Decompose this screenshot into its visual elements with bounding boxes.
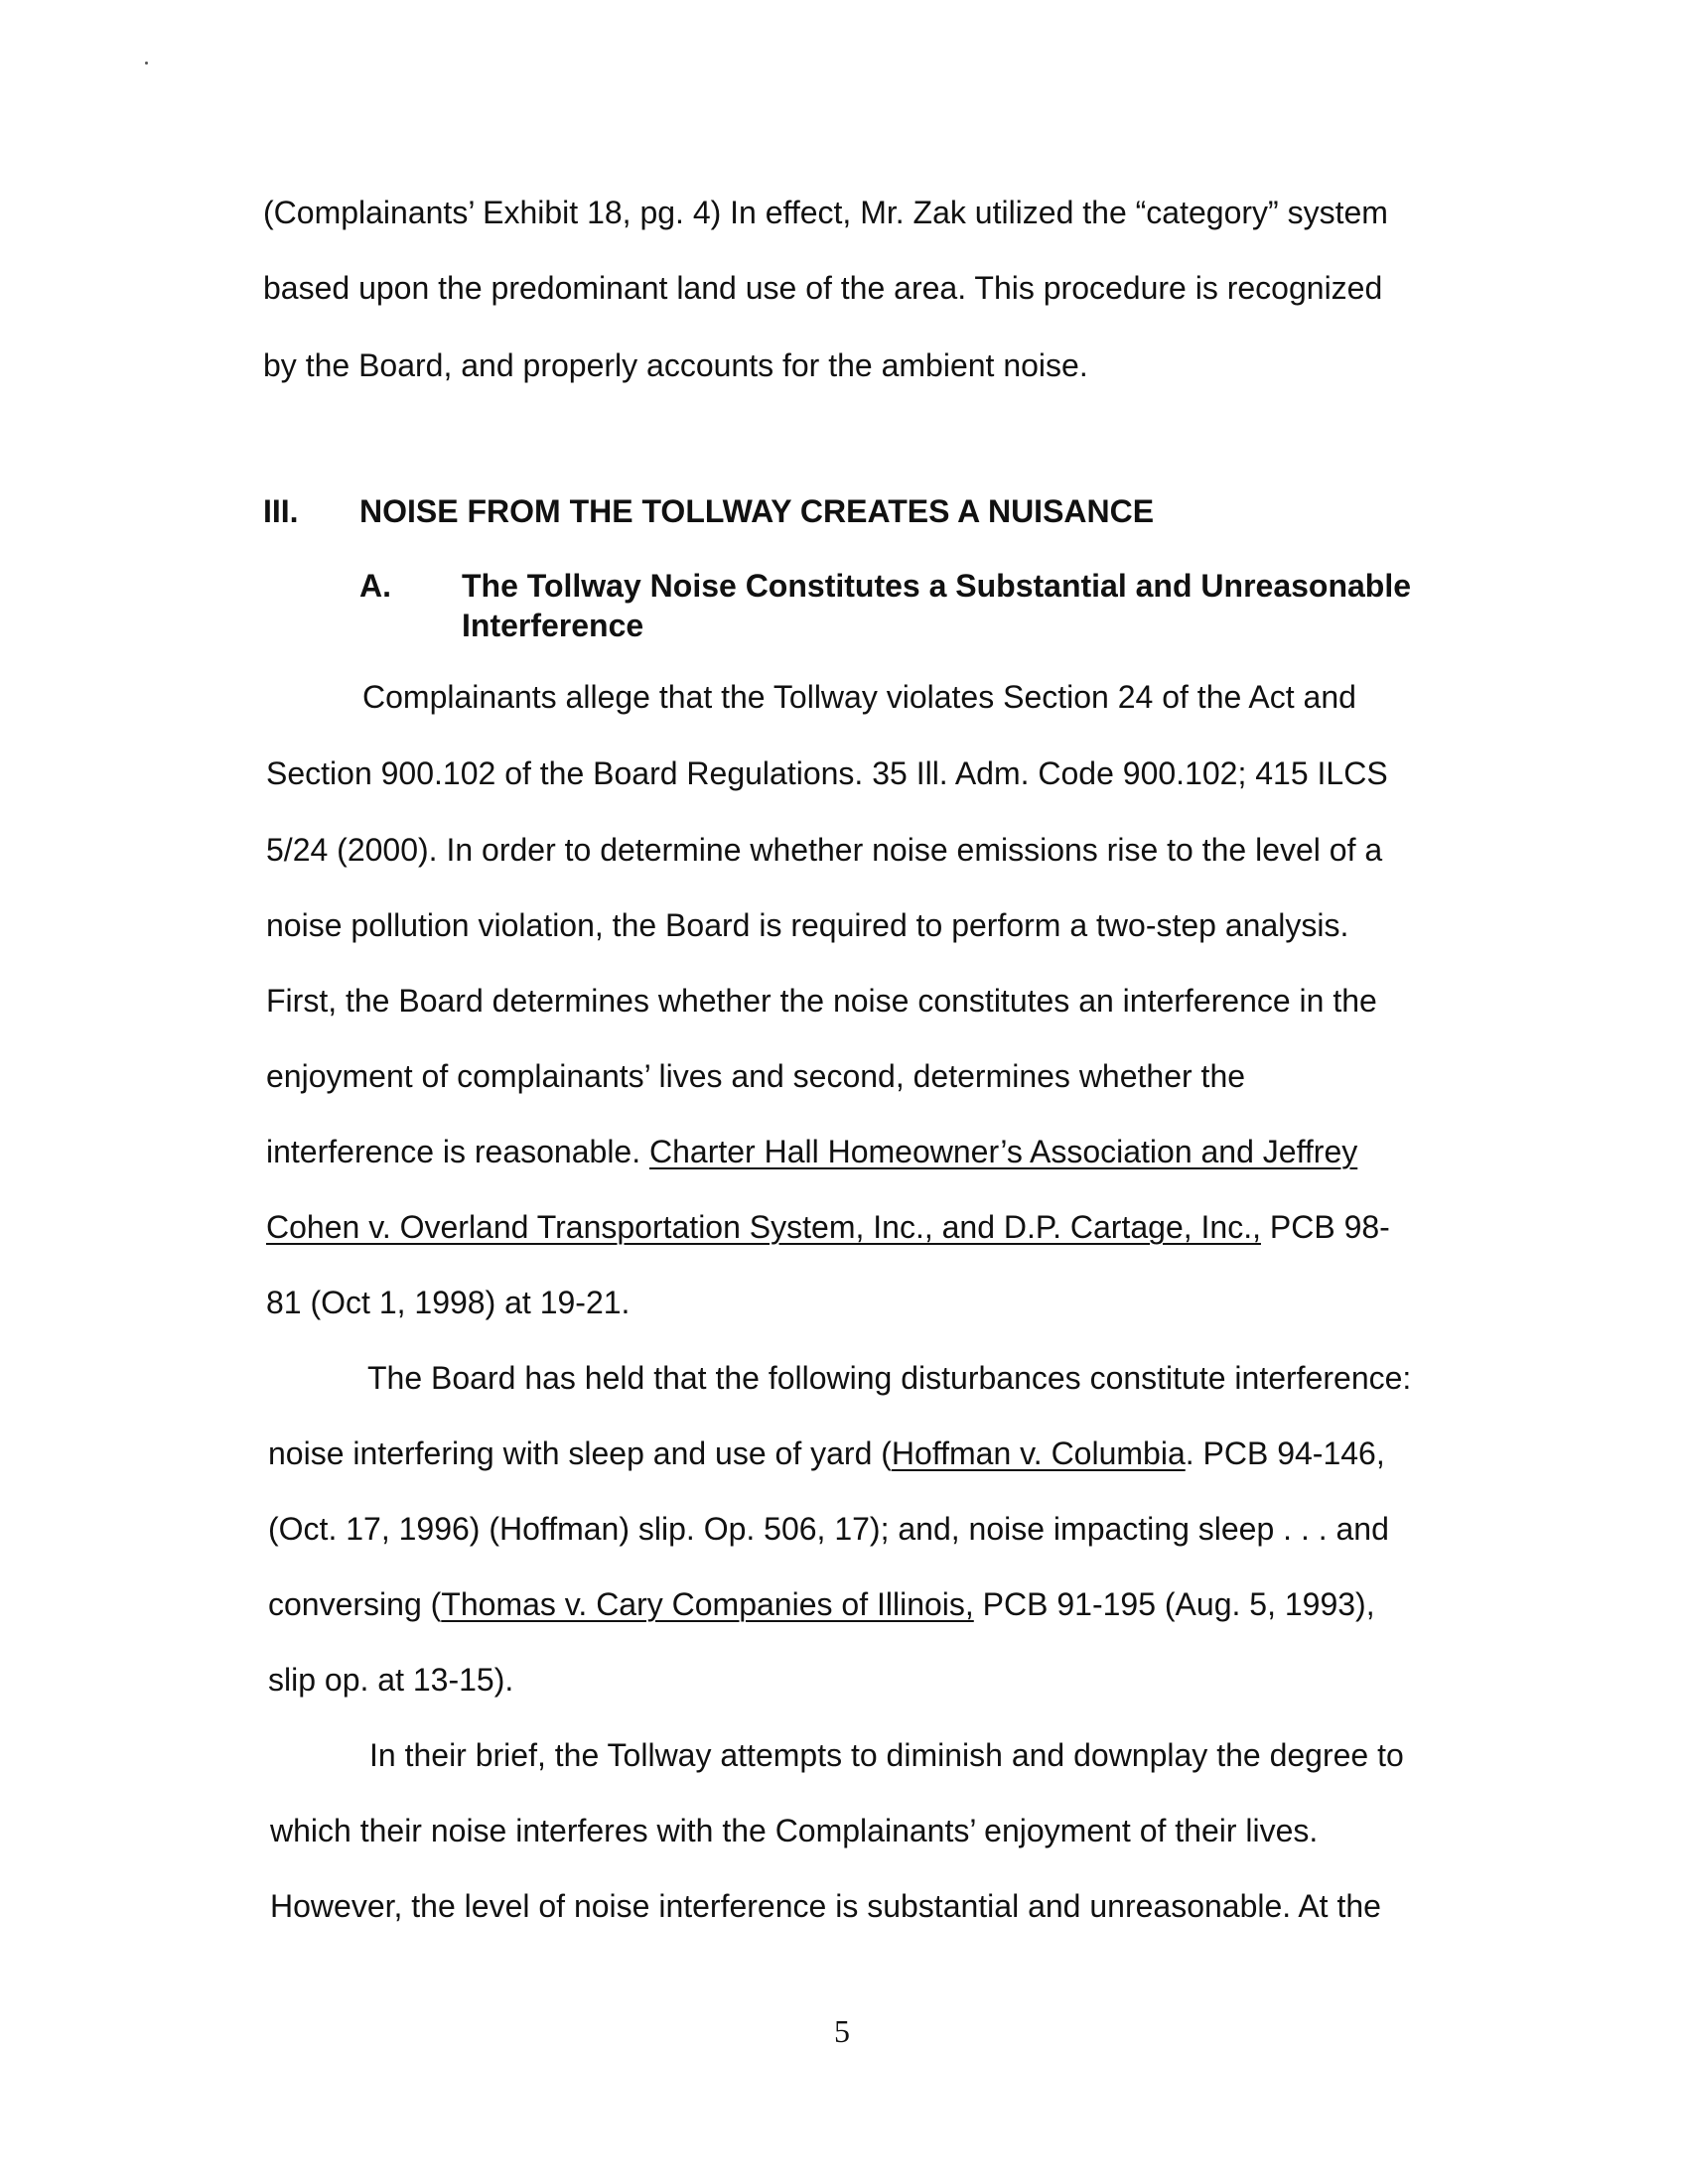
para3-line-1: In their brief, the Tollway attempts to diminish and downplay the degree to [369,1737,1404,1773]
para1-line-2: Section 900.102 of the Board Regulations. 35 Ill. Adm. Code 900.102; 415 ILCS [266,755,1388,791]
para1-line-7 [266,1132,1357,1171]
para1-line-6: enjoyment of complainants’ lives and second, determines whether the [266,1058,1246,1094]
case-citation-charter-hall-cont: Cohen v. Overland Transportation System, Inc., and D.P. Cartage, Inc., [266,1209,1261,1245]
intro-line-1: (Complainants’ Exhibit 18, pg. 4) In effect, Mr. Zak utilized the “category” system [263,195,1388,230]
para2-line-4 [268,1584,1375,1624]
subsection-title-line-1: The Tollway Noise Constitutes a Substantial and Unreasonable [462,568,1412,604]
para2-line-4-rest: PCB 91-195 (Aug. 5, 1993), [973,1586,1375,1622]
para1-line-1: Complainants allege that the Tollway violates Section 24 of the Act and [362,679,1356,715]
subsection-letter: A. [359,568,391,604]
para2-line-4-text: conversing ( [268,1586,442,1622]
scan-speck [145,62,148,65]
subsection-title-line-2: Interference [462,608,644,643]
para3-line-2: which their noise interferes with the Complainants’ enjoyment of their lives. [270,1813,1319,1848]
para2-line-2-rest: . PCB 94-146, [1185,1435,1385,1471]
para2-line-1: The Board has held that the following disturbances constitute interference: [367,1360,1412,1396]
case-citation-hoffman: Hoffman v. Columbia [891,1435,1186,1471]
para1-line-4: noise pollution violation, the Board is required to perform a two-step analysis. [266,907,1349,943]
para1-line-9: 81 (Oct 1, 1998) at 19-21. [266,1285,631,1320]
para2-line-2-text: noise interfering with sleep and use of yard ( [268,1435,892,1471]
section-numeral: III. [263,493,299,529]
para1-line-5: First, the Board determines whether the noise constitutes an interference in the [266,983,1377,1019]
para1-line-3: 5/24 (2000). In order to determine whether noise emissions rise to the level of a [266,832,1383,868]
case-citation-thomas: Thomas v. Cary Companies of Illinois, [441,1586,974,1622]
section-title: NOISE FROM THE TOLLWAY CREATES A NUISANCE [359,493,1155,529]
para2-line-3: (Oct. 17, 1996) (Hoffman) slip. Op. 506, 17); and, noise impacting sleep . . . and [268,1511,1389,1547]
para1-line-8 [266,1207,1390,1247]
para1-line-7-text: interference is reasonable. [266,1134,649,1169]
para2-line-2 [268,1433,1385,1473]
page-number: 5 [834,2013,850,2049]
para1-line-8-text: PCB 98- [1260,1209,1390,1245]
para2-line-5: slip op. at 13-15). [268,1662,514,1698]
intro-line-3: by the Board, and properly accounts for the ambient noise. [263,347,1088,383]
intro-line-2: based upon the predominant land use of the area. This procedure is recognized [263,270,1383,306]
case-citation-charter-hall: Charter Hall Homeowner’s Association and Jeffrey [649,1134,1358,1169]
para3-line-3: However, the level of noise interference is substantial and unreasonable. At the [270,1888,1381,1924]
